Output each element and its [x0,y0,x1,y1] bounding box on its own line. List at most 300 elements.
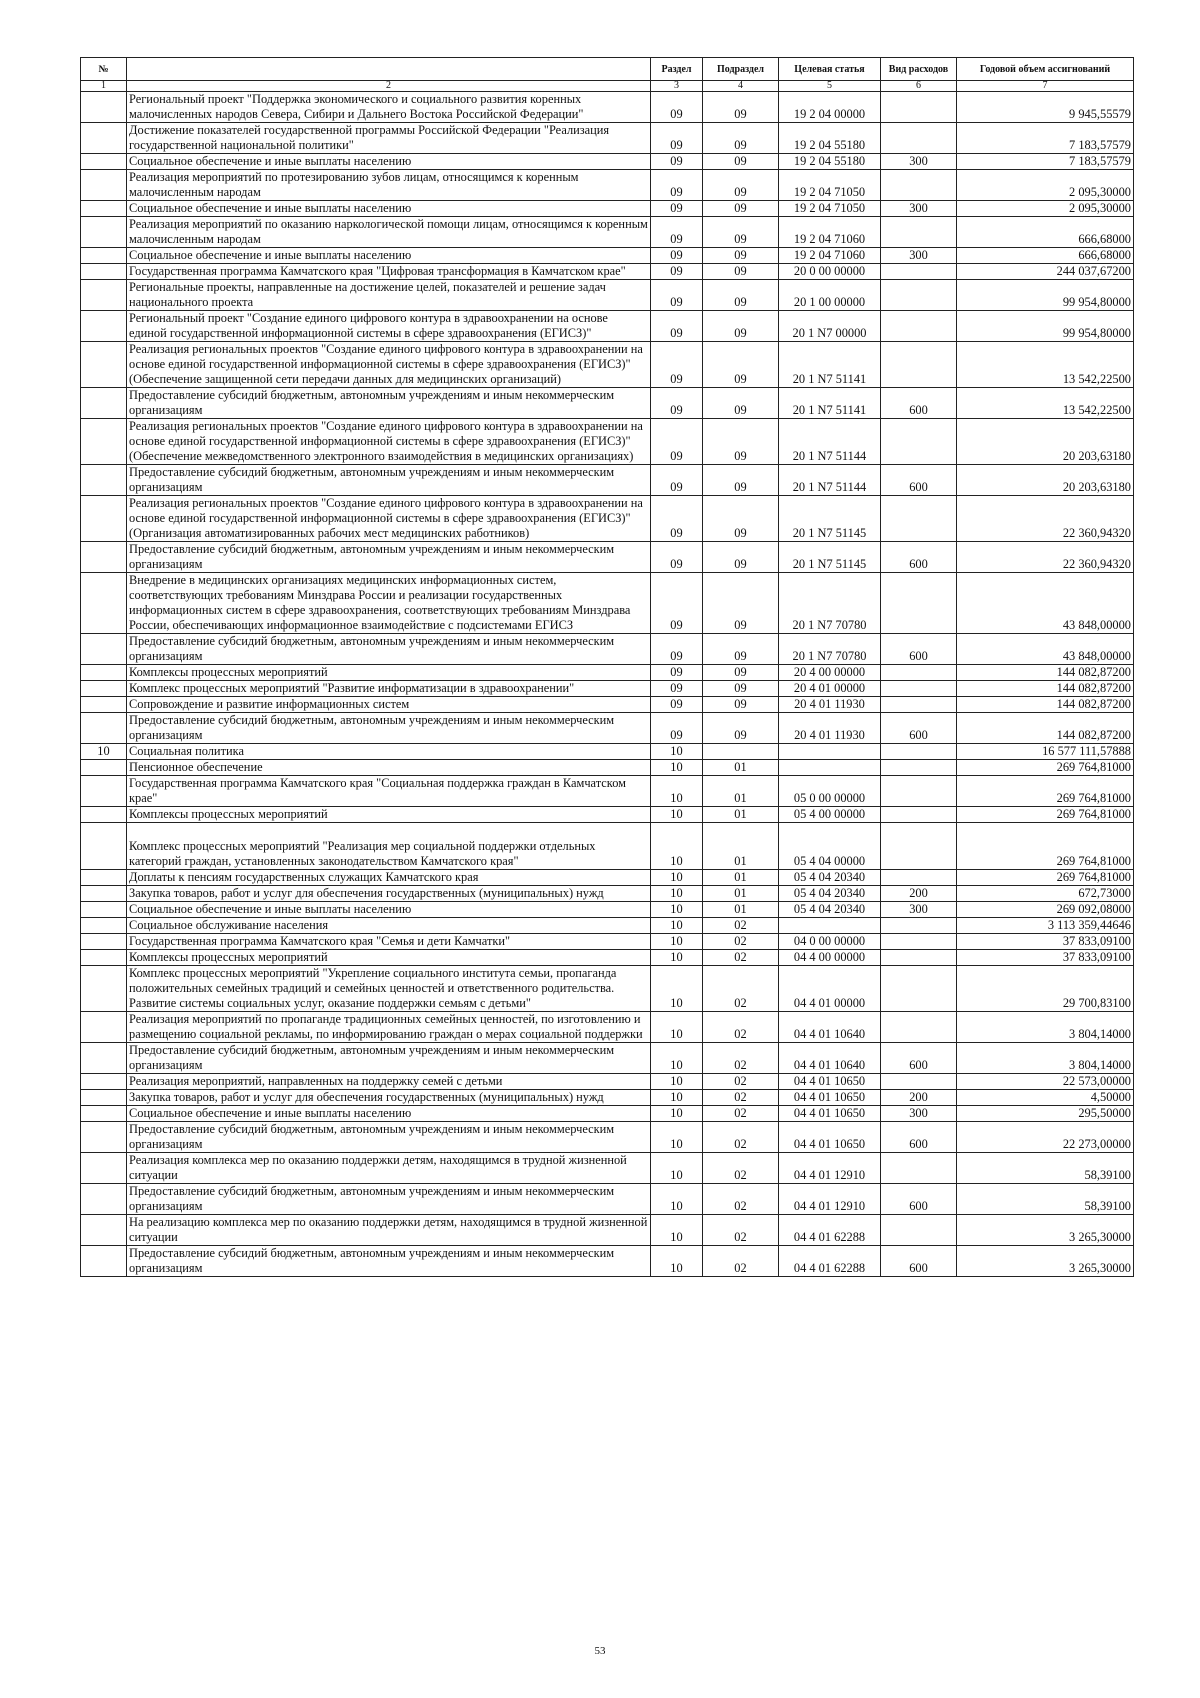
column-index: 2 [127,81,651,92]
row-podrazdel: 09 [703,280,779,311]
row-number [81,92,127,123]
row-vid [881,870,957,886]
row-csr: 04 4 01 10650 [779,1074,881,1090]
row-podrazdel: 02 [703,1090,779,1106]
row-podrazdel: 01 [703,776,779,807]
row-podrazdel: 01 [703,902,779,918]
row-razdel: 10 [651,776,703,807]
table-row [81,496,1134,542]
row-razdel: 09 [651,697,703,713]
row-razdel: 10 [651,886,703,902]
header-podrazdel: Подраздел [703,58,779,81]
row-razdel: 09 [651,665,703,681]
row-razdel: 10 [651,918,703,934]
row-amount: 144 082,87200 [957,665,1134,681]
row-name: Социальное обслуживание населения [127,918,651,934]
row-number [81,1122,127,1153]
table-row [81,465,1134,496]
row-amount: 3 804,14000 [957,1043,1134,1074]
row-csr: 20 1 00 00000 [779,280,881,311]
row-name: Предоставление субсидий бюджетным, автономным учреждениям и иным некоммерческим организациям [127,1246,651,1277]
row-amount: 269 764,81000 [957,760,1134,776]
row-csr: 20 4 01 11930 [779,713,881,744]
row-vid [881,760,957,776]
row-vid: 300 [881,201,957,217]
row-vid [881,934,957,950]
header-name [127,58,651,81]
row-name: Реализация региональных проектов "Создание единого цифрового контура в здравоохранении на основе единой государственной информационной системы в сфере здравоохранения (ЕГИСЗ)" (Обеспечение межведомственного электронного взаимодействия в медицинских организациях) [127,419,651,465]
row-number [81,1153,127,1184]
row-name: Комплексы процессных мероприятий [127,950,651,966]
row-podrazdel: 02 [703,1246,779,1277]
row-number [81,342,127,388]
row-number [81,665,127,681]
row-csr: 04 4 01 10640 [779,1043,881,1074]
table-row [81,713,1134,744]
row-razdel: 09 [651,496,703,542]
row-name: Государственная программа Камчатского края "Цифровая трансформация в Камчатском крае" [127,264,651,280]
row-razdel: 09 [651,713,703,744]
row-csr: 19 2 04 71060 [779,248,881,264]
row-razdel: 10 [651,902,703,918]
row-razdel: 10 [651,950,703,966]
table-row [81,542,1134,573]
row-podrazdel: 01 [703,807,779,823]
row-number [81,419,127,465]
row-number [81,697,127,713]
row-vid [881,280,957,311]
row-name: Реализация региональных проектов "Создание единого цифрового контура в здравоохранении на основе единой государственной информационной системы в сфере здравоохранения (ЕГИСЗ)" (Обеспечение защищенной сети передачи данных для медицинских организаций) [127,342,651,388]
row-razdel: 10 [651,870,703,886]
row-podrazdel: 02 [703,1074,779,1090]
table-row [81,918,1134,934]
row-number [81,1246,127,1277]
row-csr: 20 4 01 00000 [779,681,881,697]
row-name: Социальное обеспечение и иные выплаты населению [127,248,651,264]
row-amount: 144 082,87200 [957,697,1134,713]
row-vid: 300 [881,248,957,264]
row-number [81,154,127,170]
row-amount: 16 577 111,57888 [957,744,1134,760]
row-number [81,807,127,823]
row-vid [881,966,957,1012]
row-razdel: 10 [651,744,703,760]
row-csr [779,744,881,760]
row-razdel: 09 [651,311,703,342]
row-razdel: 09 [651,170,703,201]
row-csr: 20 1 N7 51145 [779,496,881,542]
row-amount: 22 360,94320 [957,542,1134,573]
row-vid: 600 [881,542,957,573]
row-csr: 04 4 01 10650 [779,1122,881,1153]
column-index: 5 [779,81,881,92]
row-name: Внедрение в медицинских организациях медицинских информационных систем, соответствующих требованиям Минздрава России и реализации государственных информационных систем в сфере здравоохранения, соответствующих требованиям Минздрава России, обеспечивающих информационное взаимодействие с подсистемами ЕГИСЗ [127,573,651,634]
table-row [81,681,1134,697]
row-amount: 22 273,00000 [957,1122,1134,1153]
row-podrazdel: 09 [703,419,779,465]
row-name: Доплаты к пенсиям государственных служащих Камчатского края [127,870,651,886]
row-razdel: 10 [651,1246,703,1277]
row-name: Социальное обеспечение и иные выплаты населению [127,154,651,170]
row-amount: 22 573,00000 [957,1074,1134,1090]
row-csr: 04 4 01 12910 [779,1184,881,1215]
row-csr: 20 4 00 00000 [779,665,881,681]
row-name: Комплексы процессных мероприятий [127,665,651,681]
table-row [81,170,1134,201]
row-vid [881,807,957,823]
row-razdel: 09 [651,573,703,634]
row-number [81,248,127,264]
row-amount: 3 804,14000 [957,1012,1134,1043]
row-razdel: 09 [651,123,703,154]
row-podrazdel: 02 [703,1043,779,1074]
row-number [81,1043,127,1074]
table-row [81,419,1134,465]
row-name: Предоставление субсидий бюджетным, автономным учреждениям и иным некоммерческим организациям [127,1043,651,1074]
row-amount: 3 113 359,44646 [957,918,1134,934]
row-vid [881,950,957,966]
row-vid: 300 [881,902,957,918]
row-podrazdel: 09 [703,264,779,280]
table-row [81,217,1134,248]
row-vid [881,342,957,388]
row-number [81,634,127,665]
row-number [81,217,127,248]
row-number [81,760,127,776]
row-razdel: 09 [651,264,703,280]
table-row [81,311,1134,342]
row-name: Государственная программа Камчатского края "Семья и дети Камчатки" [127,934,651,950]
row-name: Предоставление субсидий бюджетным, автономным учреждениям и иным некоммерческим организациям [127,634,651,665]
row-number [81,465,127,496]
row-vid [881,264,957,280]
row-name: Региональный проект "Поддержка экономического и социального развития коренных малочисленных народов Севера, Сибири и Дальнего Востока Российской Федерации" [127,92,651,123]
row-vid [881,123,957,154]
row-number [81,950,127,966]
row-razdel: 10 [651,966,703,1012]
row-number [81,713,127,744]
column-index: 4 [703,81,779,92]
row-podrazdel: 02 [703,1106,779,1122]
column-index: 6 [881,81,957,92]
row-number [81,280,127,311]
row-razdel: 09 [651,634,703,665]
row-podrazdel: 02 [703,1215,779,1246]
table-row [81,342,1134,388]
header-razdel: Раздел [651,58,703,81]
row-razdel: 10 [651,1090,703,1106]
row-amount: 666,68000 [957,248,1134,264]
page-number: 53 [594,1645,606,1657]
row-vid [881,311,957,342]
row-amount: 58,39100 [957,1153,1134,1184]
row-csr: 04 4 01 00000 [779,966,881,1012]
row-podrazdel: 09 [703,542,779,573]
row-vid [881,419,957,465]
row-name: Реализация мероприятий, направленных на поддержку семей с детьми [127,1074,651,1090]
row-amount: 269 092,08000 [957,902,1134,918]
row-csr: 04 4 01 12910 [779,1153,881,1184]
row-vid: 600 [881,1184,957,1215]
row-csr: 04 0 00 00000 [779,934,881,950]
row-name: Предоставление субсидий бюджетным, автономным учреждениям и иным некоммерческим организациям [127,388,651,419]
row-number [81,902,127,918]
row-amount: 20 203,63180 [957,419,1134,465]
row-podrazdel: 09 [703,342,779,388]
row-number [81,1074,127,1090]
row-csr: 20 1 N7 70780 [779,634,881,665]
row-podrazdel: 02 [703,1153,779,1184]
row-csr: 20 1 N7 00000 [779,311,881,342]
row-number [81,966,127,1012]
row-podrazdel: 02 [703,934,779,950]
row-name: На реализацию комплекса мер по оказанию поддержки детям, находящимся в трудной жизненной ситуации [127,1215,651,1246]
table-row [81,573,1134,634]
row-podrazdel: 09 [703,713,779,744]
row-podrazdel [703,744,779,760]
row-name: Социальное обеспечение и иные выплаты населению [127,902,651,918]
row-csr: 20 1 N7 51145 [779,542,881,573]
row-amount: 672,73000 [957,886,1134,902]
row-razdel: 10 [651,807,703,823]
row-csr: 20 1 N7 51144 [779,419,881,465]
row-razdel: 09 [651,248,703,264]
row-amount: 37 833,09100 [957,934,1134,950]
row-vid [881,681,957,697]
row-razdel: 09 [651,280,703,311]
row-razdel: 10 [651,934,703,950]
row-razdel: 10 [651,1074,703,1090]
row-vid [881,823,957,870]
row-number [81,123,127,154]
column-index: 1 [81,81,127,92]
row-vid: 600 [881,465,957,496]
table-row [81,264,1134,280]
table-row [81,1090,1134,1106]
row-name: Комплекс процессных мероприятий "Укрепление социального института семьи, пропаганда положительных семейных традиций и семейных ценностей и ответственного родительства. Развитие системы социальных услуг, оказание поддержки семьям с детьми" [127,966,651,1012]
row-number [81,496,127,542]
row-vid: 200 [881,886,957,902]
row-csr: 19 2 04 71050 [779,201,881,217]
row-podrazdel: 09 [703,311,779,342]
row-podrazdel: 09 [703,154,779,170]
row-number [81,542,127,573]
row-amount: 99 954,80000 [957,311,1134,342]
row-vid: 600 [881,713,957,744]
row-number [81,681,127,697]
row-razdel: 09 [651,388,703,419]
row-razdel: 10 [651,1153,703,1184]
row-razdel: 09 [651,342,703,388]
column-index: 3 [651,81,703,92]
row-number [81,1090,127,1106]
row-vid: 600 [881,1246,957,1277]
row-razdel: 09 [651,419,703,465]
row-vid: 600 [881,634,957,665]
row-name: Комплекс процессных мероприятий "Реализация мер социальной поддержки отдельных категорий граждан, установленных законодательством Камчатского края" [127,823,651,870]
row-name: Социальное обеспечение и иные выплаты населению [127,201,651,217]
row-vid: 600 [881,1122,957,1153]
row-vid [881,1012,957,1043]
row-csr: 04 4 01 62288 [779,1215,881,1246]
row-amount: 244 037,67200 [957,264,1134,280]
row-razdel: 09 [651,154,703,170]
row-amount: 3 265,30000 [957,1246,1134,1277]
table-row [81,966,1134,1012]
row-csr: 05 4 04 00000 [779,823,881,870]
row-vid: 600 [881,388,957,419]
row-amount: 2 095,30000 [957,201,1134,217]
row-name: Комплексы процессных мероприятий [127,807,651,823]
row-razdel: 09 [651,542,703,573]
row-number [81,573,127,634]
row-csr: 20 1 N7 51141 [779,342,881,388]
row-podrazdel: 09 [703,496,779,542]
table-body [81,92,1134,1277]
row-amount: 2 095,30000 [957,170,1134,201]
header-no: № [81,58,127,81]
row-podrazdel: 09 [703,465,779,496]
header-csr: Целевая статья [779,58,881,81]
table-row [81,1153,1134,1184]
row-name: Реализация мероприятий по оказанию наркологической помощи лицам, относящимся к коренным малочисленным народам [127,217,651,248]
row-name: Предоставление субсидий бюджетным, автономным учреждениям и иным некоммерческим организациям [127,1184,651,1215]
row-name: Комплекс процессных мероприятий "Развитие информатизации в здравоохранении" [127,681,651,697]
table-row [81,902,1134,918]
row-amount: 29 700,83100 [957,966,1134,1012]
row-amount: 269 764,81000 [957,807,1134,823]
table-row [81,665,1134,681]
row-amount: 3 265,30000 [957,1215,1134,1246]
row-vid [881,92,957,123]
row-vid [881,573,957,634]
row-csr: 04 4 01 10640 [779,1012,881,1043]
row-amount: 58,39100 [957,1184,1134,1215]
table-row [81,934,1134,950]
row-amount: 269 764,81000 [957,776,1134,807]
row-number [81,264,127,280]
table-row [81,697,1134,713]
row-amount: 295,50000 [957,1106,1134,1122]
row-podrazdel: 02 [703,1184,779,1215]
row-podrazdel: 09 [703,681,779,697]
row-amount: 4,50000 [957,1090,1134,1106]
row-csr: 05 4 04 20340 [779,886,881,902]
row-vid: 200 [881,1090,957,1106]
row-amount: 269 764,81000 [957,870,1134,886]
row-csr: 05 4 04 20340 [779,902,881,918]
row-number [81,1106,127,1122]
row-number [81,201,127,217]
row-csr: 19 2 04 71050 [779,170,881,201]
row-podrazdel: 02 [703,966,779,1012]
row-amount: 144 082,87200 [957,681,1134,697]
row-podrazdel: 01 [703,823,779,870]
row-name: Реализация мероприятий по пропаганде традиционных семейных ценностей, по изготовлению и размещению социальной рекламы, по информированию граждан о мерах социальной поддержки [127,1012,651,1043]
table-header [81,58,1134,92]
row-vid [881,744,957,760]
row-podrazdel: 01 [703,886,779,902]
row-csr: 04 4 01 10650 [779,1106,881,1122]
table-row [81,744,1134,760]
row-amount: 666,68000 [957,217,1134,248]
row-vid: 300 [881,1106,957,1122]
row-csr: 05 4 00 00000 [779,807,881,823]
table-row [81,634,1134,665]
row-podrazdel: 09 [703,634,779,665]
table-row [81,1043,1134,1074]
row-csr: 19 2 04 55180 [779,154,881,170]
row-number [81,776,127,807]
row-name: Достижение показателей государственной программы Российской Федерации "Реализация государственной национальной политики" [127,123,651,154]
header-vid: Вид расходов [881,58,957,81]
row-number [81,918,127,934]
row-razdel: 09 [651,92,703,123]
row-name: Сопровождение и развитие информационных систем [127,697,651,713]
row-name: Реализация мероприятий по протезированию зубов лицам, относящимся к коренным малочисленным народам [127,170,651,201]
row-vid [881,1074,957,1090]
table-row [81,388,1134,419]
row-amount: 99 954,80000 [957,280,1134,311]
row-vid [881,217,957,248]
row-amount: 269 764,81000 [957,823,1134,870]
row-razdel: 10 [651,823,703,870]
table-row [81,92,1134,123]
row-podrazdel: 09 [703,217,779,248]
row-vid [881,918,957,934]
row-podrazdel: 09 [703,573,779,634]
row-razdel: 10 [651,1106,703,1122]
row-podrazdel: 09 [703,92,779,123]
table-row [81,1106,1134,1122]
row-podrazdel: 09 [703,248,779,264]
row-amount: 22 360,94320 [957,496,1134,542]
row-razdel: 10 [651,1215,703,1246]
row-name: Реализация региональных проектов "Создание единого цифрового контура в здравоохранении на основе единой государственной информационной системы в сфере здравоохранения (ЕГИСЗ)" (Организация автоматизированных рабочих мест медицинских работников) [127,496,651,542]
row-podrazdel: 02 [703,1012,779,1043]
row-csr [779,918,881,934]
row-razdel: 09 [651,465,703,496]
header-amount: Годовой объем ассигнований [957,58,1134,81]
row-csr: 05 4 04 20340 [779,870,881,886]
row-podrazdel: 02 [703,950,779,966]
row-podrazdel: 01 [703,870,779,886]
table-row [81,1012,1134,1043]
row-csr: 04 4 01 10650 [779,1090,881,1106]
table-row [81,1215,1134,1246]
row-razdel: 10 [651,1122,703,1153]
row-name: Региональные проекты, направленные на достижение целей, показателей и решение задач национального проекта [127,280,651,311]
row-csr: 20 1 N7 70780 [779,573,881,634]
row-amount: 7 183,57579 [957,154,1134,170]
row-amount: 43 848,00000 [957,634,1134,665]
row-csr: 19 2 04 00000 [779,92,881,123]
row-vid [881,665,957,681]
row-podrazdel: 02 [703,1122,779,1153]
table-row [81,123,1134,154]
row-razdel: 10 [651,1043,703,1074]
table-row [81,154,1134,170]
row-razdel: 09 [651,201,703,217]
row-csr [779,760,881,776]
row-csr: 19 2 04 55180 [779,123,881,154]
row-vid: 600 [881,1043,957,1074]
row-podrazdel: 09 [703,665,779,681]
row-name: Закупка товаров, работ и услуг для обеспечения государственных (муниципальных) нужд [127,1090,651,1106]
row-amount: 20 203,63180 [957,465,1134,496]
table-row [81,886,1134,902]
row-name: Предоставление субсидий бюджетным, автономным учреждениям и иным некоммерческим организациям [127,1122,651,1153]
